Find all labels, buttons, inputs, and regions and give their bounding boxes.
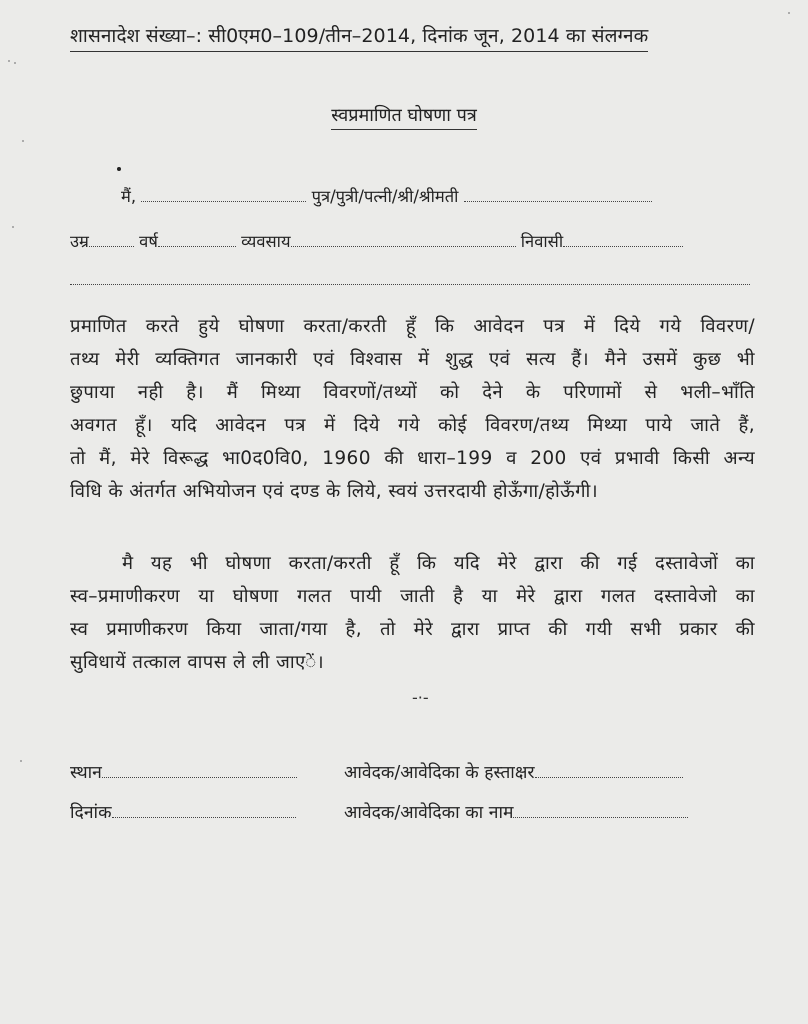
relation-label: पुत्र/पुत्री/पत्नी/श्री/श्रीमती [311,187,459,206]
applicant-name-blank[interactable] [513,803,688,818]
applicant-name-label: आवेदक/आवेदिका का नाम [344,803,514,823]
occupation-blank[interactable] [291,232,516,247]
document-title-text: स्वप्रमाणित घोषणा पत्र [331,105,477,130]
name-row [344,800,688,824]
resident-blank[interactable] [563,232,683,247]
self-attestation-paragraph [70,547,755,679]
signature-row [344,760,683,784]
ink-dot [117,167,121,171]
attestation-line: स्व प्रमाणीकरण किया जाता/गया है, तो मेरे द्वारा प्राप्त की गयी सभी प्रकार की [70,619,755,640]
years-label: वर्ष [139,232,158,251]
declarant-details-line [70,229,683,252]
declaration-paragraph [70,310,755,508]
address-line [70,270,750,289]
date-label: दिनांक [70,803,112,823]
place-row [70,760,297,784]
resident-label: निवासी [520,232,564,251]
declaration-line: छुपाया नही है। मैं मिथ्या विवरणों/तथ्यों को देने के परिणामों से भली–भाँति [70,382,755,403]
applicant-signature-label: आवेदक/आवेदिका के हस्ताक्षर [344,763,535,783]
place-blank[interactable] [102,763,297,778]
declaration-line: प्रमाणित करते हुये घोषणा करता/करती हूँ कि आवेदन पत्र में दिये गये विवरण/ [70,316,755,337]
declaration-line: तो मैं, मेरे विरूद्ध भा0द0वि0, 1960 की धारा–199 व 200 एवं प्रभावी किसी अन्य [70,448,755,469]
relation-name-blank[interactable] [464,187,652,202]
declaration-line: तथ्य मेरी व्यक्तिगत जानकारी एवं विश्वास में शुद्ध एवं सत्य हैं। मैने उसमें कुछ भी [70,349,755,370]
date-row [70,800,296,824]
declaration-line: विधि के अंतर्गत अभियोजन एवं दण्ड के लिये, स्वयं उत्तरदायी होऊँगा/होऊँगी। [70,481,599,502]
document-title [0,103,808,127]
declaration-line: अवगत हूँ। यदि आवेदन पत्र में दिये गये कोई विवरण/तथ्य मिथ्या पाये जाते हैं, [70,415,755,436]
applicant-signature-blank[interactable] [535,763,683,778]
date-blank[interactable] [112,803,296,818]
age-blank[interactable] [89,232,134,247]
attestation-line: स्व–प्रमाणीकरण या घोषणा गलत पायी जाती है या मेरे द्वारा गलत दस्तावेजो का [70,586,755,607]
age-label: उम्र [70,232,89,251]
order-reference-header: शासनादेश संख्या–: सी0एम0–109/तीन–2014, दिनांक जून, 2014 का संलग्नक [70,22,648,52]
years-blank[interactable] [158,232,236,247]
occupation-label: व्यवसाय [241,232,291,251]
trailing-mark: -·- [412,688,429,707]
declarant-name-line [121,184,652,207]
declarant-name-blank[interactable] [141,187,306,202]
place-label: स्थान [70,763,102,783]
declarant-prefix-label: मैं, [121,187,137,206]
attestation-line: मै यह भी घोषणा करता/करती हूँ कि यदि मेरे द्वारा की गई दस्तावेजों का [122,553,755,574]
address-blank[interactable] [70,270,750,285]
attestation-line: सुविधायें तत्काल वापस ले ली जाएें। [70,652,325,673]
